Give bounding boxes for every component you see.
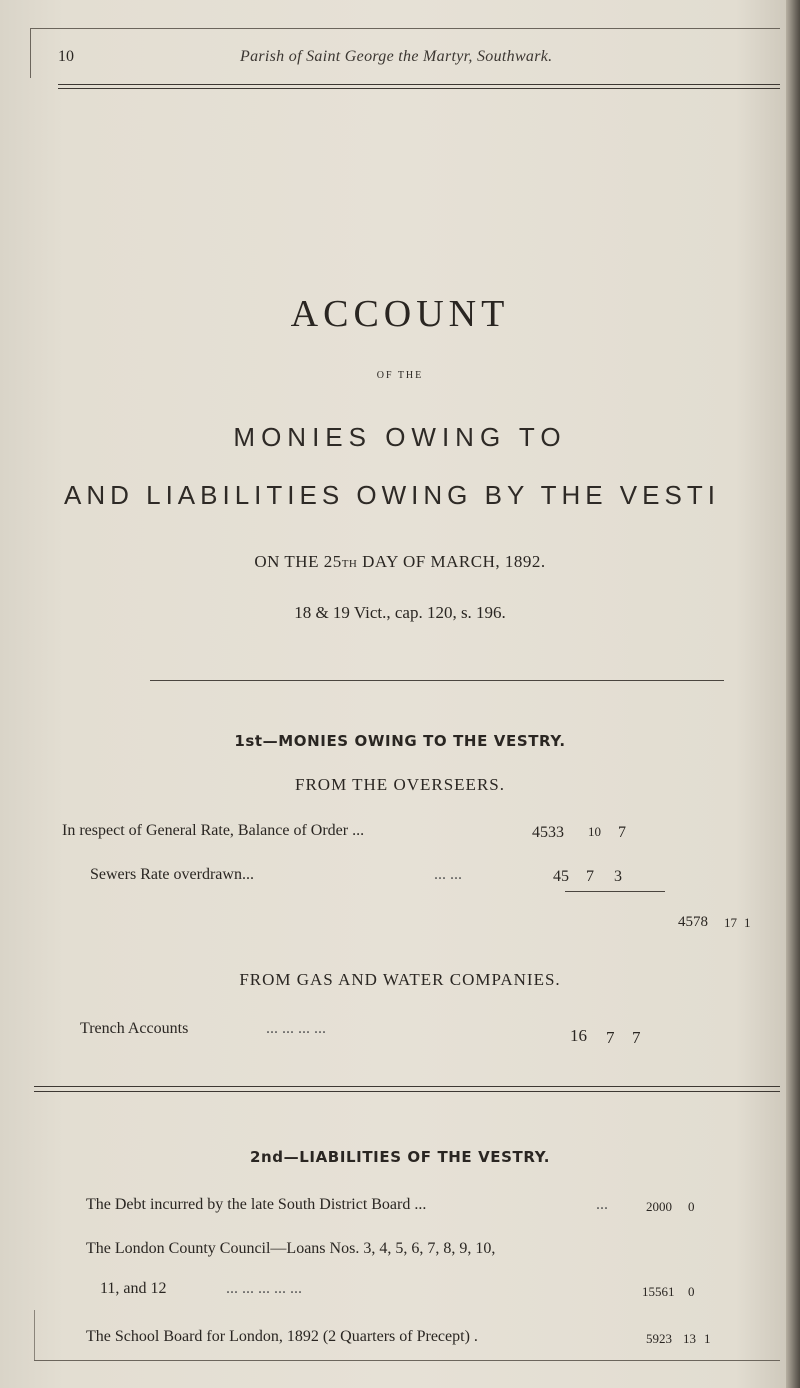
title-connector: OF THE <box>376 370 424 381</box>
row-label-continued: 11, and 12 <box>100 1280 167 1297</box>
date-rest: DAY OF MARCH, 1892. <box>357 552 546 571</box>
double-rule <box>34 1091 780 1092</box>
total-pounds: 4578 <box>678 914 708 930</box>
leader-dots: ... ... ... ... ... <box>226 1280 302 1297</box>
subtitle-line-1: MONIES OWING TO <box>233 422 567 452</box>
left-border-line <box>30 28 31 78</box>
amount-pounds: 45 <box>553 868 569 885</box>
gas-water-heading: FROM GAS AND WATER COMPANIES. <box>239 970 561 989</box>
amount-shillings: 10 <box>588 824 601 839</box>
total-pence: 1 <box>744 915 751 930</box>
statute-reference: 18 & 19 Vict., cap. 120, s. 196. <box>294 603 506 622</box>
amount-pounds: 15561 <box>642 1284 675 1299</box>
row-label: The Debt incurred by the late South District Board ... <box>86 1196 427 1213</box>
row-label: Sewers Rate overdrawn... <box>90 866 254 883</box>
date-ordinal-suffix: TH <box>341 558 358 570</box>
date-prefix: ON THE 25 <box>254 552 342 571</box>
amount-pounds: 4533 <box>532 824 564 841</box>
leader-dots: ... <box>596 1196 608 1213</box>
amount-pence: 3 <box>614 868 622 885</box>
leader-dots: ... ... ... ... <box>266 1020 326 1037</box>
amount-shillings: 13 <box>683 1331 696 1346</box>
running-head: Parish of Saint George the Martyr, Southwark. <box>240 48 553 65</box>
bottom-border-line <box>34 1360 780 1361</box>
document-title: ACCOUNT <box>290 293 510 335</box>
amount-pence: 7 <box>618 824 626 841</box>
row-label: The London County Council—Loans Nos. 3, 4, 5, 6, 7, 8, 9, 10, <box>86 1240 496 1257</box>
amount-pence: 1 <box>704 1331 711 1346</box>
amount-pounds: 16 <box>570 1026 587 1045</box>
amount-pence: 7 <box>632 1028 641 1047</box>
leader-dots: ... ... <box>434 866 462 883</box>
subtitle-line-2: AND LIABILITIES OWING BY THE VESTI <box>64 480 720 510</box>
top-border-line <box>30 28 780 29</box>
header-rule <box>58 84 780 85</box>
row-label: The School Board for London, 1892 (2 Quarters of Precept) . <box>86 1328 478 1345</box>
section-1-heading: 1st—MONIES OWING TO THE VESTRY. <box>234 732 566 750</box>
amount-shillings: 0 <box>688 1199 695 1214</box>
overseers-heading: FROM THE OVERSEERS. <box>295 775 505 794</box>
row-label: In respect of General Rate, Balance of Order ... <box>62 822 365 839</box>
double-rule <box>34 1086 780 1087</box>
left-border-line <box>34 1310 35 1360</box>
amount-shillings: 7 <box>586 868 594 885</box>
section-2-heading: 2nd—LIABILITIES OF THE VESTRY. <box>249 1148 550 1166</box>
subtotal-rule <box>565 891 665 892</box>
amount-pounds: 5923 <box>646 1331 672 1346</box>
amount-pounds: 2000 <box>646 1199 672 1214</box>
book-spine-shadow <box>786 0 800 1388</box>
date-line <box>0 552 800 572</box>
page-number: 10 <box>58 48 74 65</box>
row-label: Trench Accounts <box>80 1020 189 1037</box>
section-divider <box>150 680 724 681</box>
amount-shillings: 7 <box>606 1028 615 1047</box>
amount-shillings: 0 <box>688 1284 695 1299</box>
header-rule <box>58 88 780 89</box>
total-shillings: 17 <box>724 915 737 930</box>
